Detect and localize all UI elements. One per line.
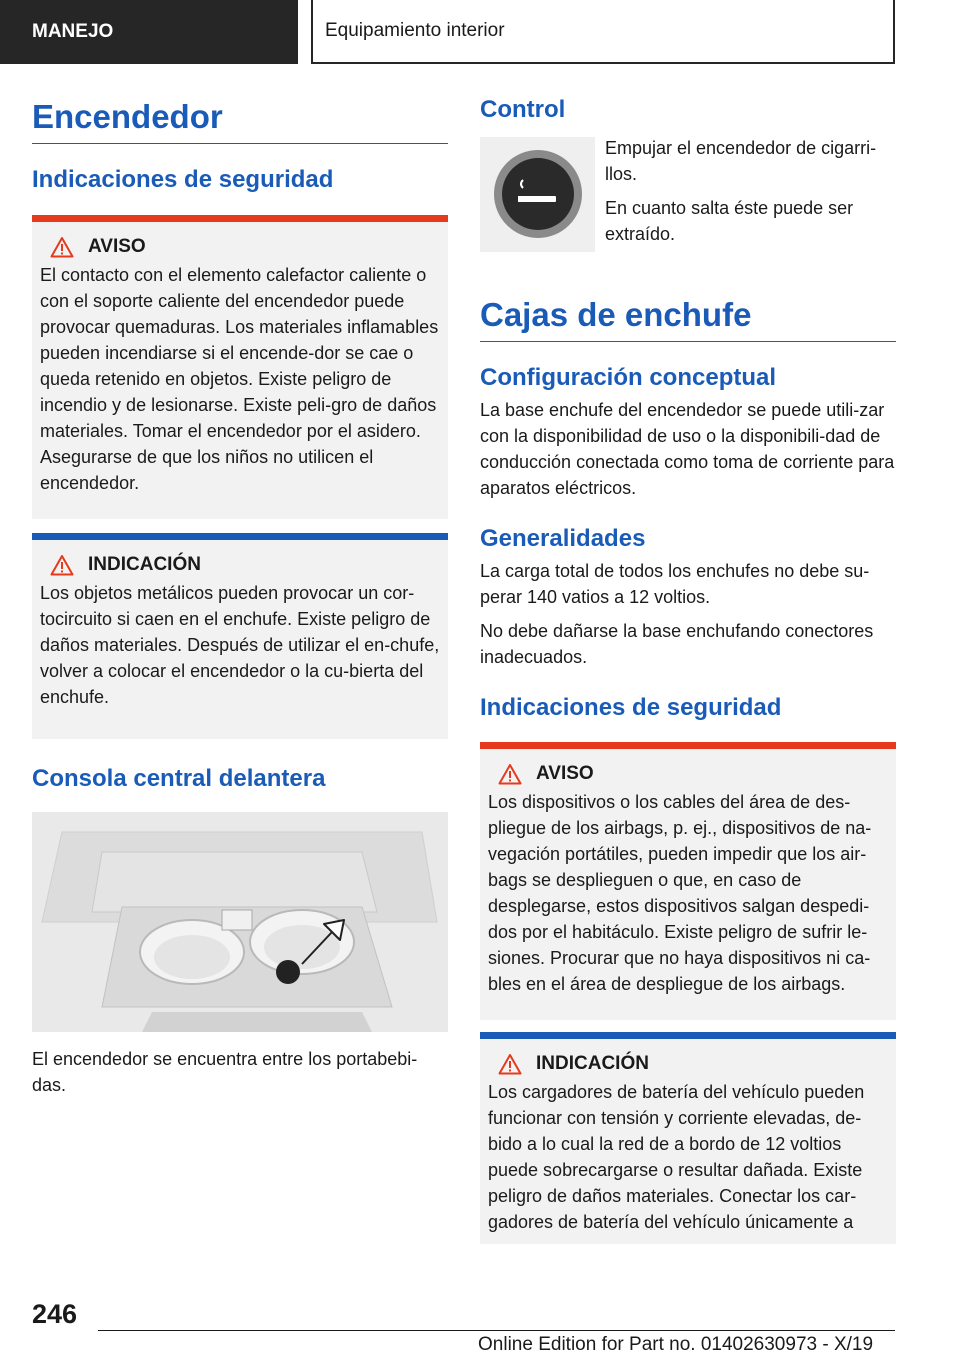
warning-label: AVISO bbox=[536, 763, 594, 785]
page-title: Encendedor bbox=[32, 98, 223, 135]
warning-triangle-icon bbox=[498, 1053, 522, 1075]
edition-note: Online Edition for Part no. 01402630973 - X/19 bbox=[478, 1334, 874, 1355]
warning-triangle-icon bbox=[498, 763, 522, 785]
sockets-title-rule bbox=[480, 341, 896, 342]
console-heading: Consola central delantera bbox=[32, 765, 326, 793]
control-step-1: Empujar el encendedor de cigarri-llos. bbox=[605, 137, 877, 184]
general-heading: Generalidades bbox=[480, 524, 646, 552]
control-heading: Control bbox=[480, 96, 566, 123]
cigarette-lighter-icon bbox=[488, 144, 588, 244]
right-column bbox=[480, 96, 896, 1244]
notice-box-1 bbox=[32, 533, 448, 739]
safety-heading-right: Indicaciones de seguridad bbox=[480, 693, 782, 721]
concept-heading: Configuración conceptual bbox=[480, 364, 777, 392]
warning-text: Los dispositivos o los cables del área de des-pliegue de los airbags, p. ej., dispositivos de na-vegación portátiles, pueden impedir que los air-bags se desplieguen o que, en caso de desplegarse, estos dispositivos salgan despedi-dos por el habitáculo. Existe peligro de sufrir le-siones. Procurar que no haya dispositivos ni ca-bles en el área de despliegue de los airbags. bbox=[488, 792, 872, 995]
center-console-image bbox=[32, 812, 448, 1032]
warning-bar bbox=[32, 215, 448, 222]
console-caption: El encendedor se encuentra entre los portabebi-das. bbox=[32, 1048, 418, 1095]
warning-bar bbox=[480, 742, 896, 749]
chapter-label: Equipamiento interior bbox=[325, 20, 505, 41]
notice-bar bbox=[480, 1032, 896, 1039]
warning-box-2 bbox=[480, 742, 896, 1020]
warning-triangle-icon bbox=[50, 236, 74, 258]
sockets-title: Cajas de enchufe bbox=[480, 295, 752, 333]
notice-bar bbox=[32, 533, 448, 540]
left-column bbox=[32, 96, 448, 1098]
page-number: 246 bbox=[32, 1299, 78, 1329]
warning-text: El contacto con el elemento calefactor caliente o con el soporte caliente del encendedor puede provocar quemaduras. Los materiales inflamables pueden incendiarse si el encende-dor se cae o queda retenido en objetos. Existe peligro de incendio y de lesionarse. Existe peli-gro de daños materiales. Tomar el encendedor por el asidero. Asegurarse de que los niños no utilicen el encendedor. bbox=[40, 265, 439, 494]
control-step-2: En cuanto salta éste puede ser extraído. bbox=[605, 197, 854, 244]
concept-text: La base enchufe del encendedor se puede utili-zar con la disponibilidad de uso o la disponibili-dad de conducción conectada como toma de corriente para aparatos eléctricos. bbox=[480, 399, 895, 498]
general-text-2: No debe dañarse la base enchufando conectores inadecuados. bbox=[480, 620, 874, 667]
title-rule bbox=[32, 143, 448, 144]
notice-text: Los objetos metálicos pueden provocar un cor-tocircuito si caen en el enchufe. Existe peligro de daños materiales. Después de utilizar el en-chufe, volver a colocar el encendedor o la cu-bierta del enchufe. bbox=[40, 583, 440, 708]
section-tab bbox=[0, 0, 298, 64]
notice-text: Los cargadores de batería del vehículo pueden funcionar con tensión y corriente elevadas, de-bido a lo cual la red de a bordo de 12 voltios puede sobrecargarse o resultar dañada. Existe peligro de daños materiales. Conectar los car-gadores de batería del vehículo únicamente a bbox=[488, 1082, 865, 1233]
lighter-icon-box bbox=[480, 137, 595, 252]
footer-rule bbox=[98, 1330, 895, 1331]
chapter-header bbox=[311, 0, 895, 64]
notice-label: INDICACIÓN bbox=[88, 554, 201, 576]
warning-triangle-icon bbox=[50, 554, 74, 576]
notice-label: INDICACIÓN bbox=[536, 1053, 649, 1075]
warning-box-1 bbox=[32, 215, 448, 519]
console-illustration bbox=[32, 812, 448, 1032]
section-label: MANEJO bbox=[32, 21, 114, 42]
notice-box-2 bbox=[480, 1032, 896, 1244]
general-text-1: La carga total de todos los enchufes no debe su-perar 140 vatios a 12 voltios. bbox=[480, 560, 870, 607]
safety-heading-left: Indicaciones de seguridad bbox=[32, 166, 334, 194]
warning-label: AVISO bbox=[88, 236, 146, 258]
control-block bbox=[480, 137, 896, 252]
